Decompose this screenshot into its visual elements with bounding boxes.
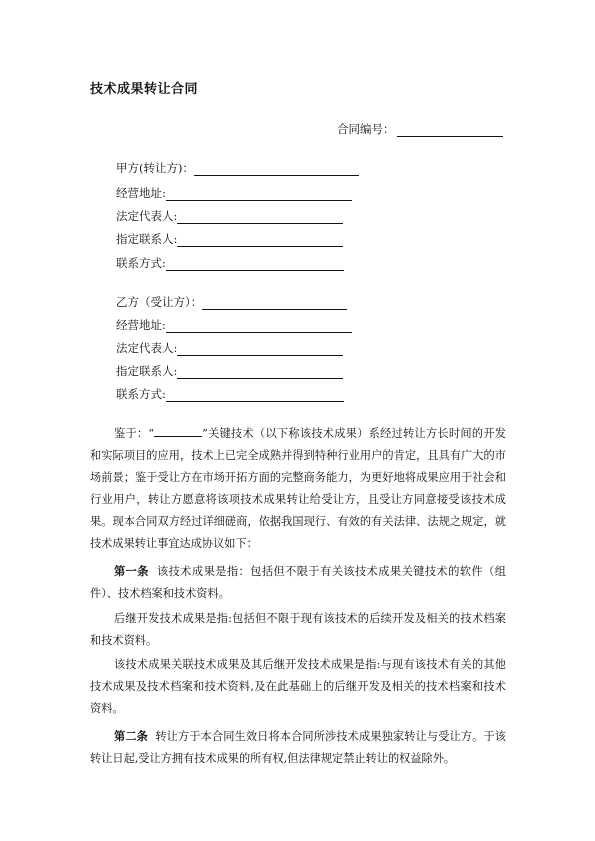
party-b-legal-rep-row (116, 340, 343, 356)
party-b-contact-method-label: 联系方式: (116, 387, 166, 401)
article-1-paragraph (90, 561, 506, 605)
technology-name-blank (154, 426, 202, 437)
party-a-contact-person-label: 指定联系人: (116, 232, 178, 246)
article-2-label: 第二条 (114, 730, 148, 743)
party-b-legal-rep-blank (177, 343, 343, 356)
party-b-contact-person-row (116, 363, 343, 379)
followup-development-paragraph: 后继开发技术成果是指:包括但不限于现有该技术的后续开发及相关的技术档案和技术资料。 (90, 612, 506, 647)
party-a-legal-rep-blank (177, 211, 343, 224)
party-b-contact-method-row (116, 386, 344, 402)
party-a-legal-rep-row (116, 208, 343, 224)
preamble-part2: ”关键技术（以下称该技术成果）系经过转让方长时间的开发和实际项目的应用，技术上已完全成熟并得到特种行业用户的肯定，且具有广大的市场前景；鉴于受让方在市场开拓方面的完整商务能力，为更好地将成果应用于社会和行业用户，转让方愿意将该项技术成果转让给受让方，且受让方同意接受该技术成果。现本合同双方经过详细磋商，依据我国现行、有效的有关法律、法规之规定，就技术成果转让事宜达成协议如下： (90, 427, 506, 550)
party-b-address-blank (166, 320, 352, 333)
party-a-address-label: 经营地址: (116, 186, 166, 200)
preamble-paragraph (90, 423, 506, 555)
party-a-address-blank (166, 188, 352, 201)
document-title: 技术成果转让合同 (90, 82, 199, 97)
article-2-paragraph (90, 726, 506, 770)
contract-number-blank (397, 124, 503, 137)
party-b-legal-rep-label: 法定代表人: (116, 341, 178, 355)
party-b-contact-method-blank (166, 389, 344, 402)
article-1-text: 该技术成果是指：包括但不限于有关该技术成果关键技术的软件（组件）、技术档案和技术资料。 (90, 565, 506, 600)
party-a-name-blank (194, 163, 359, 176)
party-a-contact-person-row (116, 231, 343, 247)
party-b-heading-row (116, 294, 347, 310)
party-a-heading-row (116, 160, 359, 176)
party-a-contact-method-row (116, 255, 344, 271)
party-a-contact-person-blank (177, 234, 343, 247)
contract-number-label: 合同编号： (337, 122, 395, 136)
article-2-text: 转让方于本合同生效日将本合同所涉技术成果独家转让与受让方。于该转让日起,受让方拥有技术成果的所有权,但法律规定禁止转让的权益除外。 (90, 730, 506, 765)
party-b-contact-person-blank (177, 366, 343, 379)
party-a-contact-method-blank (166, 258, 344, 271)
party-b-address-label: 经营地址: (116, 318, 166, 332)
party-b-heading: 乙方（受让方）： (116, 295, 203, 309)
preamble-part1: 鉴于：“ (114, 427, 155, 440)
party-b-address-row (116, 317, 352, 333)
party-a-address-row (116, 185, 352, 201)
party-b-name-blank (202, 297, 347, 310)
article-1-label: 第一条 (114, 565, 149, 578)
party-a-heading: 甲方(转让方)： (116, 161, 194, 175)
party-a-legal-rep-label: 法定代表人: (116, 209, 178, 223)
party-a-contact-method-label: 联系方式: (116, 256, 166, 270)
contract-number-field (337, 121, 503, 137)
related-results-paragraph: 该技术成果关联技术成果及其后继开发技术成果是指:与现有该技术有关的其他技术成果及技术档案和技术资料,及在此基础上的后继开发及相关的技术档案和技术资料。 (90, 658, 506, 715)
party-b-contact-person-label: 指定联系人: (116, 364, 178, 378)
